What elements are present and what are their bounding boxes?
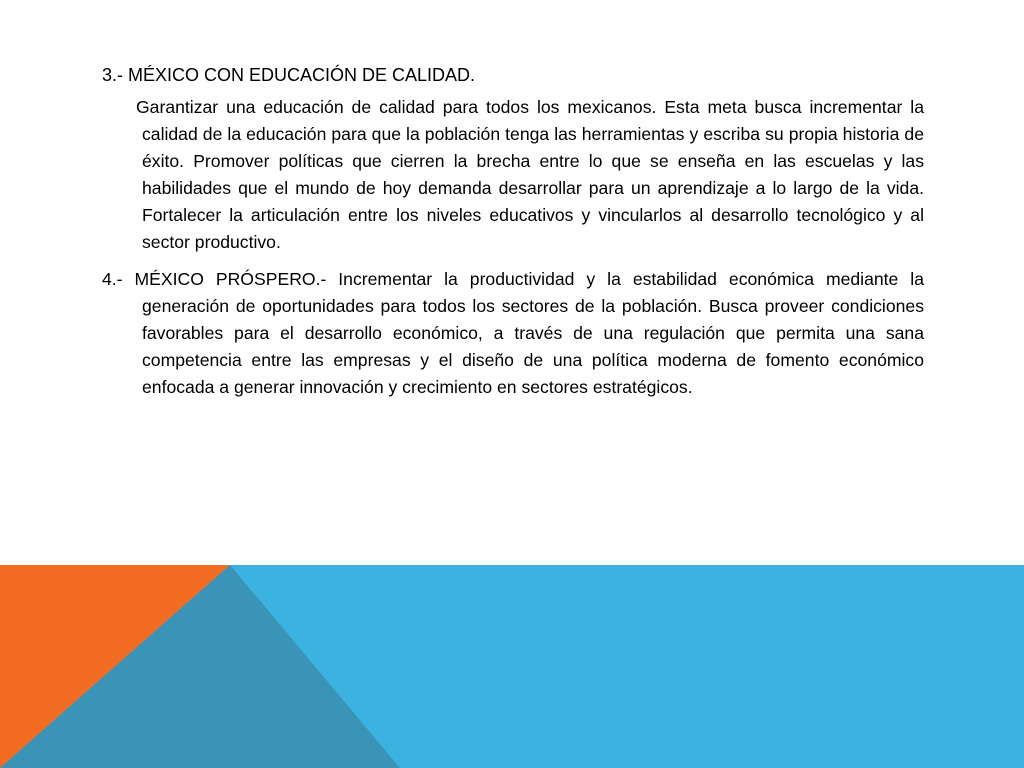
decorative-footer-band [0, 565, 1024, 768]
slide-body [102, 60, 924, 411]
paragraph-education: Garantizar una educación de calidad para todos los mexicanos. Esta meta busca incrementar la calidad de la educación para que la población tenga las herramientas y escriba su propia historia de éxito. Promover políticas que cierren la brecha entre lo que se enseña en las escuelas y las habilidades que el mundo de hoy demanda desarrollar para un aprendizaje a lo largo de la vida. Fortalecer la articulación entre los niveles educativos y vincularlos al desarrollo tecnológico y al sector productivo. [136, 97, 924, 252]
section-heading: 3.- MÉXICO CON EDUCACIÓN DE CALIDAD. [102, 65, 476, 85]
paragraph-prosperous: 4.- MÉXICO PRÓSPERO.- Incrementar la productividad y la estabilidad económica mediante la generación de oportunidades para todos los sectores de la población. Busca proveer condiciones favorables para el desarrollo económico, a través de una regulación que permita una sana competencia entre las empresas y el diseño de una política moderna de fomento económico enfocada a generar innovación y crecimiento en sectores estratégicos. [102, 269, 924, 397]
